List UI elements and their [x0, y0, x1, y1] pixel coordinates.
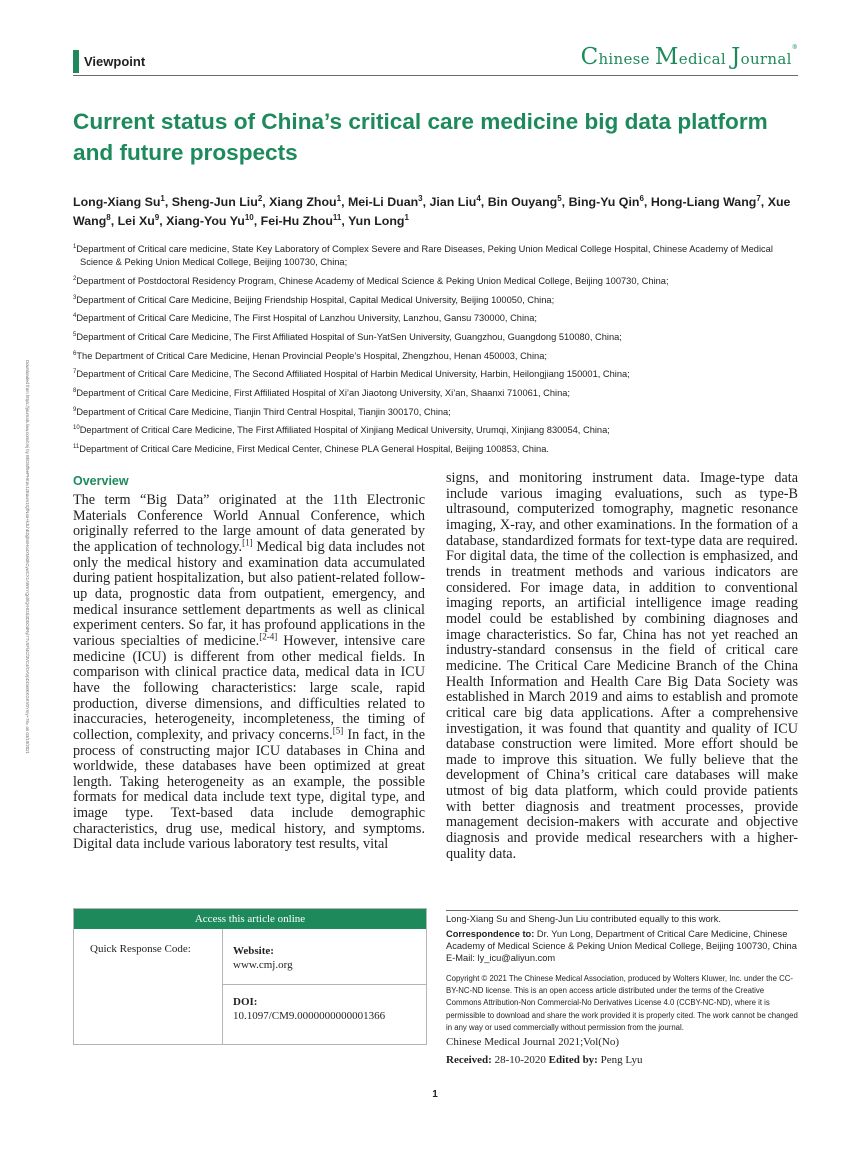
affiliation-item: $^3$Department of Critical Care Medicine, Beijing Friendship Hospital, Capital Medical University, Beijing 100050, China; — [73, 294, 555, 305]
overview-paragraph-continued: signs, and monitoring instrument data. Image-type data include various imaging evaluations, such as type-B ultrasound, computerized tomography, magnetic resonance imaging, X-ray, and other examinations. In the formation of a database, standardized formats for text-type data are required. For digital data, the time of the collection is emphasized, and trends in treatment methods and various indicators are considered. For image data, in addition to conventional imaging reports, an artificial intelligence image reading model could be established by combining diagnoses and image characteristics. So far, China has not yet reached an industry-standard consensus in the field of critical care medicine. The Critical Care Medicine Branch of the China Health Information and Health Care Big Data Society was established in March 2019 and aims to establish and promote critical care big data applications. After a comprehensive investigation, it was found that quantity and quality of ICU database construction were limited. More effort should be made to improve this situation. We fully believe that the development of China’s critical care databases will make utmost of big data platform, which could provide patients with better diagnosis and treatment processes, provide management decision-makers with accurate and objective diagnosis and provide medical researchers with a higher-quality data. — [446, 470, 798, 862]
author-affiliation-ref: 5 — [557, 193, 562, 203]
citation-ref[interactable]: [2-4] — [259, 631, 278, 642]
affiliation-item: $^2$Department of Postdoctoral Residency Program, Chinese Academy of Medical Science & Peking Union Medical College, Beijing 100730, China; — [73, 275, 669, 286]
doi-link[interactable]: 10.1097/CM9.0000000000001366 — [233, 1010, 386, 1022]
overview-paragraph — [73, 493, 425, 853]
affiliation-item: $^{10}$Department of Critical Care Medicine, The First Affiliated Hospital of Xinjiang Medical University, Urumqi, Xinjiang 830054, China; — [73, 425, 610, 436]
section-marker-bar — [73, 50, 79, 73]
journal-logo: Chinese Medical Journal® — [580, 44, 798, 70]
article-title: Current status of China’s critical care medicine big data platform and future prospects — [73, 109, 768, 165]
author-name: Xiang-You Yu — [166, 214, 245, 228]
author-affiliation-ref: 10 — [244, 212, 254, 222]
author-name: Long-Xiang Su — [73, 195, 161, 209]
access-box-divider — [222, 984, 426, 985]
author-affiliation-ref: 3 — [418, 193, 423, 203]
author-name: Jian Liu — [429, 195, 477, 209]
author-name: Lei Xu — [117, 214, 155, 228]
author-name: Xue Wang — [73, 195, 791, 228]
website-link[interactable]: www.cmj.org — [233, 959, 293, 971]
citation-line: Chinese Medical Journal 2021;Vol(No) — [446, 1036, 620, 1048]
equal-contribution-note: Long-Xiang Su and Sheng-Jun Liu contributed equally to this work. — [446, 914, 721, 924]
affiliation-item: $^9$Department of Critical Care Medicine, Tianjin Third Central Hospital, Tianjin 300170, China; — [73, 406, 451, 417]
author-affiliation-ref: 11 — [332, 212, 342, 222]
author-name: Sheng-Jun Liu — [171, 195, 258, 209]
author-affiliation-ref: 2 — [257, 193, 263, 203]
author-name: Mei-Li Duan — [347, 195, 419, 209]
citation-ref[interactable]: [5] — [332, 725, 344, 736]
body-column-left — [73, 474, 425, 853]
author-list: Long-Xiang Su$^1$, Sheng-Jun Liu$^2$, Xiang Zhou$^1$, Mei-Li Duan$^3$, Jian Liu$^4$, Bin Ouyang$^5$, Bing-Yu Qin$^6$, Hong-Liang Wang$^7$, Xue Wang$^8$, Lei Xu$^9$, Xiang-You Yu$^{10}$, Fei-Hu Zhou$^{11}$, Yun Long$^1$ — [73, 193, 791, 228]
author-name: Bing-Yu Qin — [568, 195, 640, 209]
correspondence-email[interactable]: E-Mail: ly_icu@aliyun.com — [446, 953, 556, 964]
correspondence-note — [446, 928, 801, 965]
author-affiliation-ref: 9 — [154, 212, 160, 222]
doi-label: DOI: — [233, 996, 258, 1008]
paragraph-text: The term “Big Data” originated at the 11th Electronic Materials Conference World Annual Conference, which originally referred to the large amount of data generated by the application of technology. — [73, 492, 425, 555]
affiliation-item: $^5$Department of Critical Care Medicine, The First Affiliated Hospital of Sun-YatSen University, Guangzhou, Guangdong 510080, China; — [73, 331, 622, 343]
affiliation-list — [73, 243, 808, 462]
website-label: Website: — [233, 945, 274, 957]
citation-ref[interactable]: [1] — [242, 537, 253, 548]
author-affiliation-ref: 7 — [756, 193, 761, 203]
footnote-rule — [446, 910, 798, 911]
author-name: Yun Long — [348, 214, 405, 228]
author-name: Xiang Zhou — [269, 195, 337, 209]
author-name: Hong-Liang Wang — [650, 195, 757, 209]
access-box-divider — [222, 929, 223, 1044]
paragraph-text: In fact, in the process of constructing major ICU databases in China and worldwide, these databases have been optimized at great length. Taking heterogeneity as an example, the possible formats for medical data include text type, digital type, and image type. Text-based data include demographic characteristics, drug use, medical history, and symptoms. Digital data include various laboratory test results, vital — [73, 726, 425, 853]
correspondence-text: Dr. Yun Long, Department of Critical Care Medicine, Chinese Academy of Medical Science & Peking Union Medical College, Beijing 100730, China — [446, 929, 797, 952]
page-number: 1 — [432, 1089, 438, 1100]
doi-block — [233, 995, 385, 1023]
affiliation-item: $^4$Department of Critical Care Medicine, The First Hospital of Lanzhou University, Lanzhou, Gansu 730000, China; — [73, 313, 537, 324]
qr-code-label: Quick Response Code: — [90, 943, 191, 955]
header-rule — [73, 75, 798, 76]
author-name: Fei-Hu Zhou — [260, 214, 333, 228]
paragraph-text: However, intensive care medicine (ICU) is different from other medical fields. In comparison with clinical practice data, medical data in ICU have the following characteristics: large scale, rapid production, diverse dimensions, and difficulties related to inaccuracies, heterogeneity, incompleteness, the timing of collection, complexity, and privacy concerns. — [73, 632, 425, 743]
author-affiliation-ref: 6 — [639, 193, 644, 203]
author-affiliation-ref: 1 — [160, 193, 165, 203]
correspondence-label: Correspondence to: — [446, 929, 535, 939]
author-affiliation-ref: 1 — [336, 193, 342, 203]
access-article-box — [73, 908, 427, 1045]
affiliation-item: $^8$Department of Critical Care Medicine, First Affiliated Hospital of Xi’an Jiaotong University, Xi’an, Shaanxi 710061, China; — [73, 388, 571, 399]
author-affiliation-ref: 1 — [404, 212, 409, 222]
access-box-heading: Access this article online — [74, 909, 426, 929]
section-label: Viewpoint — [84, 54, 146, 69]
body-column-right — [446, 471, 798, 862]
paragraph-text: Medical big data includes not only the medical history and examination data accumulated during patient hospitalization, but also patient-related follow-up data, prognostic data from outpatient, emergency, and medical insurance settlement departments as well as clinical experiment centers. So far, it has profound applications in the various specialties of medicine. — [73, 538, 425, 649]
affiliation-item: $^{11}$Department of Critical Care Medicine, First Medical Center, Chinese PLA General Hospital, Beijing 100853, China. — [73, 444, 549, 455]
author-affiliation-ref: 4 — [476, 193, 481, 203]
author-name: Bin Ouyang — [487, 195, 558, 209]
download-note: Downloaded from https://journals.lww.com/cmj by BhDMf5ePHKav1zEoum1tQfN4a+kJLhEZgbsIHo4XMi0hCywCX1AWnYQp/IlQrHD3i3D0OdRyi7TvSFl4Cf3VC4/OAVpDDa8KKGKV0Ymy+78= on 03/19/2021 — [25, 360, 30, 754]
website-block — [233, 944, 293, 972]
section-heading-overview: Overview — [73, 474, 129, 488]
author-affiliation-ref: 8 — [106, 212, 111, 222]
copyright-note: Copyright © 2021 The Chinese Medical Association, produced by Wolters Kluwer, Inc. under the CC-BY-NC-ND license. This is an open access article distributed under the terms of the Creative Commons Attribution-Non Commercial-No Derivatives License 4.0 (CCBY-NC-ND), where it is permissible to download and share the work provided it is properly cited. The work cannot be changed in any way or used commercially without permission from the journal. — [446, 974, 798, 1032]
affiliation-item: $^1$Department of Critical care medicine, State Key Laboratory of Complex Severe and Rare Diseases, Peking Union Medical College Hospital, Chinese Academy of Medical Science & Peking Union Medical College, Beijing 100730, China; — [73, 243, 773, 268]
received-line: Received: 28-10-2020 Edited by: Peng Lyu — [446, 1054, 643, 1066]
affiliation-item: $^7$Department of Critical Care Medicine, The Second Affiliated Hospital of Harbin Medical University, Harbin, Heilongjiang 150001, China; — [73, 369, 630, 380]
affiliation-item: $^6$The Department of Critical Care Medicine, Henan Provincial People’s Hospital, Zhengzhou, Henan 450003, China; — [73, 350, 547, 361]
